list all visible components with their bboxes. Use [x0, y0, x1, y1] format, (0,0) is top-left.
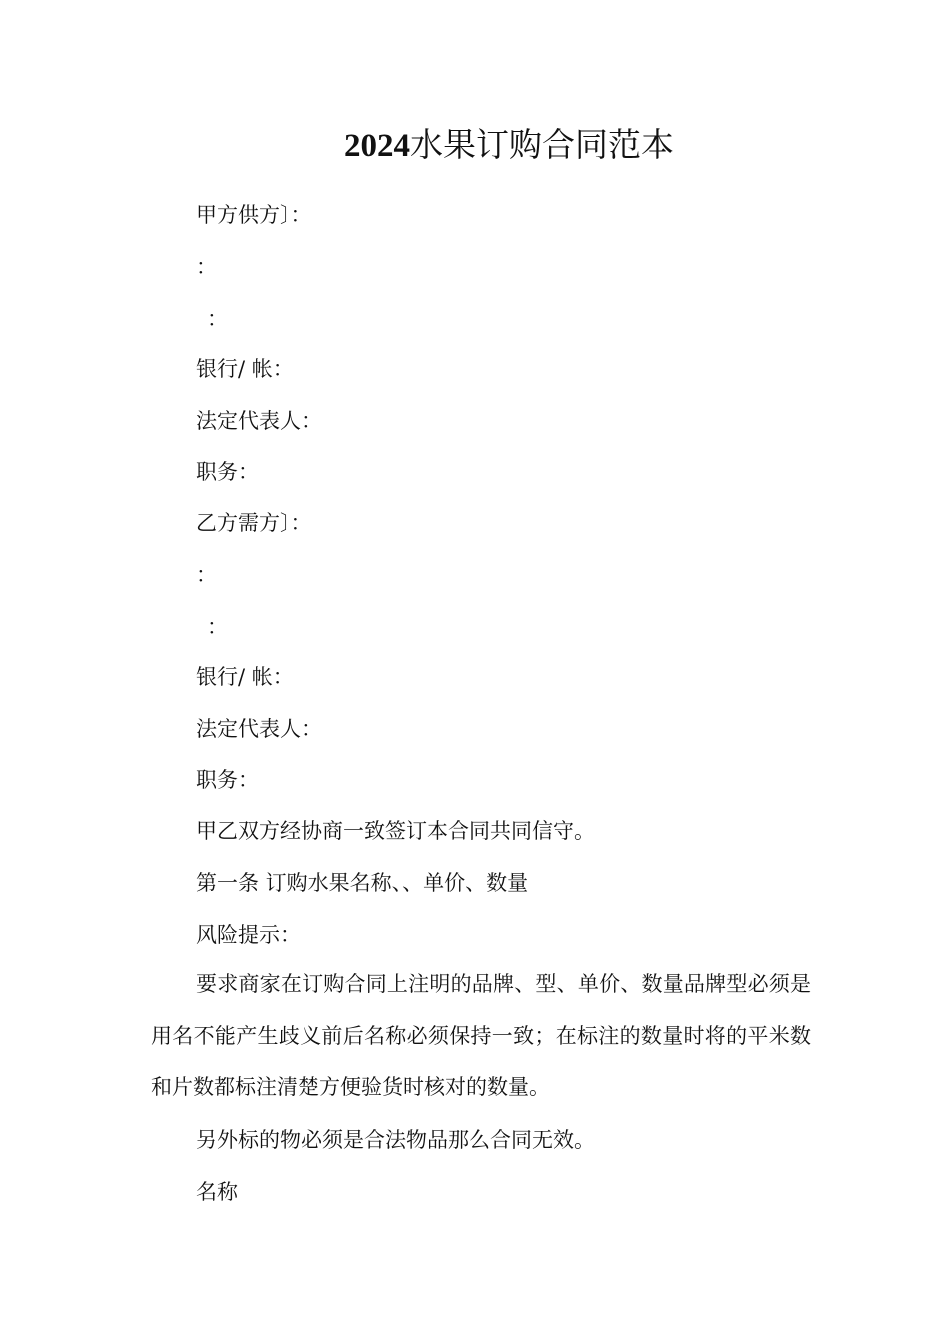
- title-text: 水果订购合同范本: [410, 125, 674, 164]
- party-a-phone-blank: ：: [207, 307, 228, 331]
- party-b-bank: 银行/ 帐：: [196, 665, 294, 689]
- party-b-label: 乙方需方〕：: [196, 511, 312, 535]
- risk-paragraph: 要求商家在订购合同上注明的品牌、型、单价、数量品牌型必须是用名不能产生歧义前后名称必须保持一致；在标注的数量时将的平米数和片数都标注清楚方便验货时核对的数量。: [151, 972, 811, 1099]
- party-a-label: 甲方供方〕：: [196, 203, 312, 227]
- party-b-phone-blank: ：: [207, 615, 228, 639]
- party-a-bank: 银行/ 帐：: [196, 357, 294, 381]
- party-a-address-blank: ：: [196, 255, 217, 279]
- title-year: 2024: [344, 128, 410, 164]
- party-b-address-blank: ：: [196, 563, 217, 587]
- agreement-statement: 甲乙双方经协商一致签订本合同共同信守。: [196, 819, 595, 843]
- invalid-note: 另外标的物必须是合法物品那么合同无效。: [196, 1128, 595, 1152]
- party-a-legal-rep: 法定代表人：: [196, 409, 322, 433]
- name-label: 名称: [196, 1180, 238, 1204]
- article-1-heading: 第一条 订购水果名称、、单价、数量: [196, 871, 529, 895]
- party-b-position: 职务：: [196, 768, 259, 792]
- party-a-position: 职务：: [196, 460, 259, 484]
- document-title: [0, 122, 950, 169]
- risk-label: 风险提示：: [196, 923, 301, 947]
- party-b-legal-rep: 法定代表人：: [196, 717, 322, 741]
